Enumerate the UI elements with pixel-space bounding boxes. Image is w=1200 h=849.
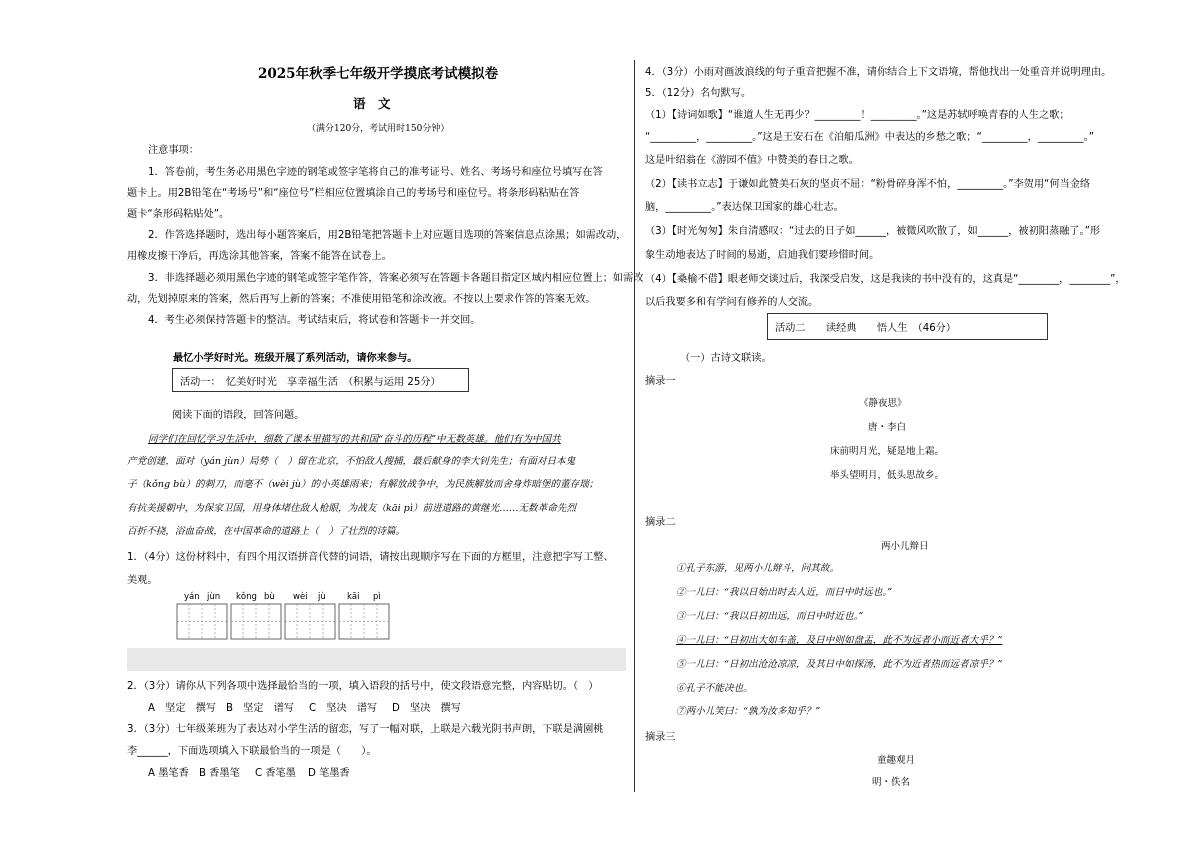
q2-option-d: D 坚决 撰写 [392, 703, 461, 714]
intro-text: 最忆小学好时光。班级开展了系列活动，请你来参与。 [173, 353, 418, 364]
subject-title: 语 文 [353, 96, 391, 111]
pinyin-label: bù [264, 592, 275, 602]
text2-line: ⑥孔子不能决也。 [676, 683, 753, 694]
question-3-cont: 李______，下面选项填入下联最恰当的一项是（ ）。 [127, 746, 377, 757]
recite-line: 以后我要多和有学问有修养的人交流。 [645, 297, 819, 308]
recite-line: （2）【读书立志】于谦如此赞美石灰的坚贞不屈：“粉骨碎身浑不怕，_________。”李贺用“何当金络 [645, 179, 1091, 190]
q2-option-a: A 坚定 撰写 [148, 703, 217, 714]
q2-option-c: C 坚决 谱写 [309, 703, 378, 714]
section-heading: （一）古诗文联读。 [680, 353, 772, 364]
notice-line: 用橡皮擦干净后，再选涂其他答案，答案不能答在试卷上。 [127, 251, 392, 262]
text3-title: 童趣观月 [877, 755, 916, 766]
recite-line: “_________，_________。”这是王安石在《泊船瓜洲》中表达的乡愁之歌；“_________，_________。” [645, 132, 1094, 143]
pinyin-label: jùn [207, 592, 221, 602]
pinyin-label: pì [373, 592, 381, 602]
column-divider [634, 60, 635, 792]
recite-line: 象生动地表达了时间的易逝，启迪我们要珍惜时间。 [645, 250, 880, 261]
notice-line: 4．考生必须保持答题卡的整洁。考试结束后，将试卷和答题卡一并交回。 [148, 315, 481, 326]
passage-line: 百折不挠，浴血奋战，在中国革命的道路上（ ）了壮烈的诗篇。 [127, 526, 406, 537]
notice-line: 1．答卷前，考生务必用黑色字迹的钢笔或签字笔将自己的准考证号、姓名、考场号和座位号填写在答 [148, 167, 603, 178]
q3-option-d: D 笔墨香 [308, 768, 350, 779]
poem1-line: 举头望明月，低头思故乡。 [830, 470, 945, 481]
recite-line: （1）【诗词如歌】“谁道人生无再少？_________！_________。”这是苏轼呼唤青春的人生之歌； [645, 110, 1070, 121]
excerpt3-label: 摘录三 [645, 732, 676, 743]
text2-line-underlined: ④一儿曰：“日初出大如车盖，及日中则如盘盂，此不为远者小而近者大乎？” [676, 635, 1003, 646]
text2-title: 两小儿辩日 [881, 541, 929, 552]
pinyin-label: jù [318, 592, 326, 602]
text2-line: ③一儿曰：“我以日初出远，而日中时近也。” [676, 611, 864, 622]
passage-line: 有抗美援朝中，为保家卫国，用身体堵住敌人枪眼，为战友（kāi pì）前进道路的黄继光……无数革命先烈 [127, 503, 576, 514]
question-2: 2．（3分）请你从下列各项中选择最恰当的一项，填入语段的括号中，使文段语意完整，内容贴切。（ ） [127, 681, 599, 692]
q3-option-c: C 香笔墨 [255, 768, 296, 779]
question-4: 4．（3分）小雨对画波浪线的句子重音把握不准，请你结合上下文语境，帮他找出一处重音并说明理由。 [645, 67, 1112, 78]
activity1-label: 活动一： 忆美好时光 享幸福生活 （积累与运用 25分） [180, 377, 441, 388]
recite-line: （3）【时光匆匆】朱自清感叹：“过去的日子如______，被微风吹散了，如______，被初阳蒸融了。”形 [645, 226, 1101, 237]
answer-shading-bar [127, 648, 626, 671]
recite-line: （4）【桑榆不借】眼老师交谈过后，我深受启发，这是我读的书中没有的，这真是“________，________”， [645, 274, 1126, 285]
score-info: （满分120分，考试用时150分钟） [307, 124, 450, 134]
q3-option-a: A 墨笔香 [148, 768, 189, 779]
pinyin-label: kǒng [236, 592, 257, 602]
notice-line: 3．非选择题必须用黑色字迹的钢笔或签字笔作答，答案必须写在答题卡各题目指定区域内相应位置上；如需改 [148, 273, 644, 284]
exam-title: 2025年秋季七年级开学摸底考试模拟卷 [258, 66, 499, 82]
q3-option-b: B 香墨笔 [199, 768, 240, 779]
recite-line: 脑，_________。”表达保卫国家的雄心壮志。 [645, 202, 844, 213]
text3-author: 明・佚名 [872, 777, 911, 788]
answer-grid[interactable] [176, 603, 392, 641]
question-1-cont: 美观。 [127, 575, 158, 586]
passage-line: 产党创建，面对（yán jùn）局势（ ）留在北京，不怕敌人搜捕，最后献身的李大钊先生；有面对日本鬼 [127, 456, 576, 467]
text2-line: ⑦两小儿笑曰：“孰为汝多知乎？” [676, 706, 821, 717]
question-1: 1．（4分）这份材料中，有四个用汉语拼音代替的词语，请按出现顺序写在下面的方框里，注意把字写工整、 [127, 552, 614, 563]
activity2-label: 活动二 读经典 悟人生 （46分） [775, 323, 957, 334]
excerpt1-label: 摘录一 [645, 376, 676, 387]
notice-heading: 注意事项： [148, 145, 199, 156]
q2-option-b: B 坚定 谱写 [226, 703, 295, 714]
text2-line: ①孔子东游，见两小儿辩斗，问其故。 [676, 563, 840, 574]
passage-line: 同学们在回忆学习生活中，细数了课本里描写的共和国“奋斗的历程”中无数英雄。他们有为中国共 [148, 434, 561, 445]
poem1-author: 唐・李白 [868, 422, 907, 433]
question-5: 5．（12分）名句默写。 [645, 88, 752, 99]
notice-line: 动，先划掉原来的答案，然后再写上新的答案；不准使用铅笔和涂改液。不按以上要求作答的答案无效。 [127, 294, 596, 305]
pinyin-label: yán [184, 592, 200, 602]
pinyin-label: wèi [293, 592, 308, 602]
poem1-line: 床前明月光，疑是地上霜。 [830, 446, 945, 457]
passage-line: 子（kǒng bù）的刺刀，而毫不（wèi jù）的小英雄雨来；有解放战争中，为民族解放而舍身炸暗堡的董存瑞； [127, 479, 599, 490]
notice-line: 2．作答选择题时，选出每小题答案后，用2B铅笔把答题卡上对应题目选项的答案信息点涂黑；如需改动， [148, 230, 627, 241]
pinyin-label: kāi [347, 592, 360, 602]
read-prompt: 阅读下面的语段，回答问题。 [172, 410, 305, 421]
question-3: 3．（3分）七年级莱班为了表达对小学生活的留恋，写了一幅对联，上联是六载光阴书声朗，下联是满園桃 [127, 724, 604, 735]
notice-line: 题卡上。用2B铅笔在“考场号”和“座位号”栏相应位置填涂自己的考场号和座位号。将条形码粘贴在答 [127, 188, 580, 199]
excerpt2-label: 摘录二 [645, 517, 676, 528]
text2-line: ②一儿曰：“我以日始出时去人近，而日中时远也。” [676, 587, 893, 598]
notice-line: 题卡“条形码粘贴处”。 [127, 209, 230, 220]
text2-line: ⑤一儿曰：“日初出沧沧凉凉，及其日中如探汤，此不为近者热而远者凉乎？” [676, 659, 1003, 670]
recite-line: 这是叶绍翁在《游园不值》中赞美的春日之歌。 [645, 155, 859, 166]
poem1-title: 《静夜思》 [859, 398, 907, 409]
